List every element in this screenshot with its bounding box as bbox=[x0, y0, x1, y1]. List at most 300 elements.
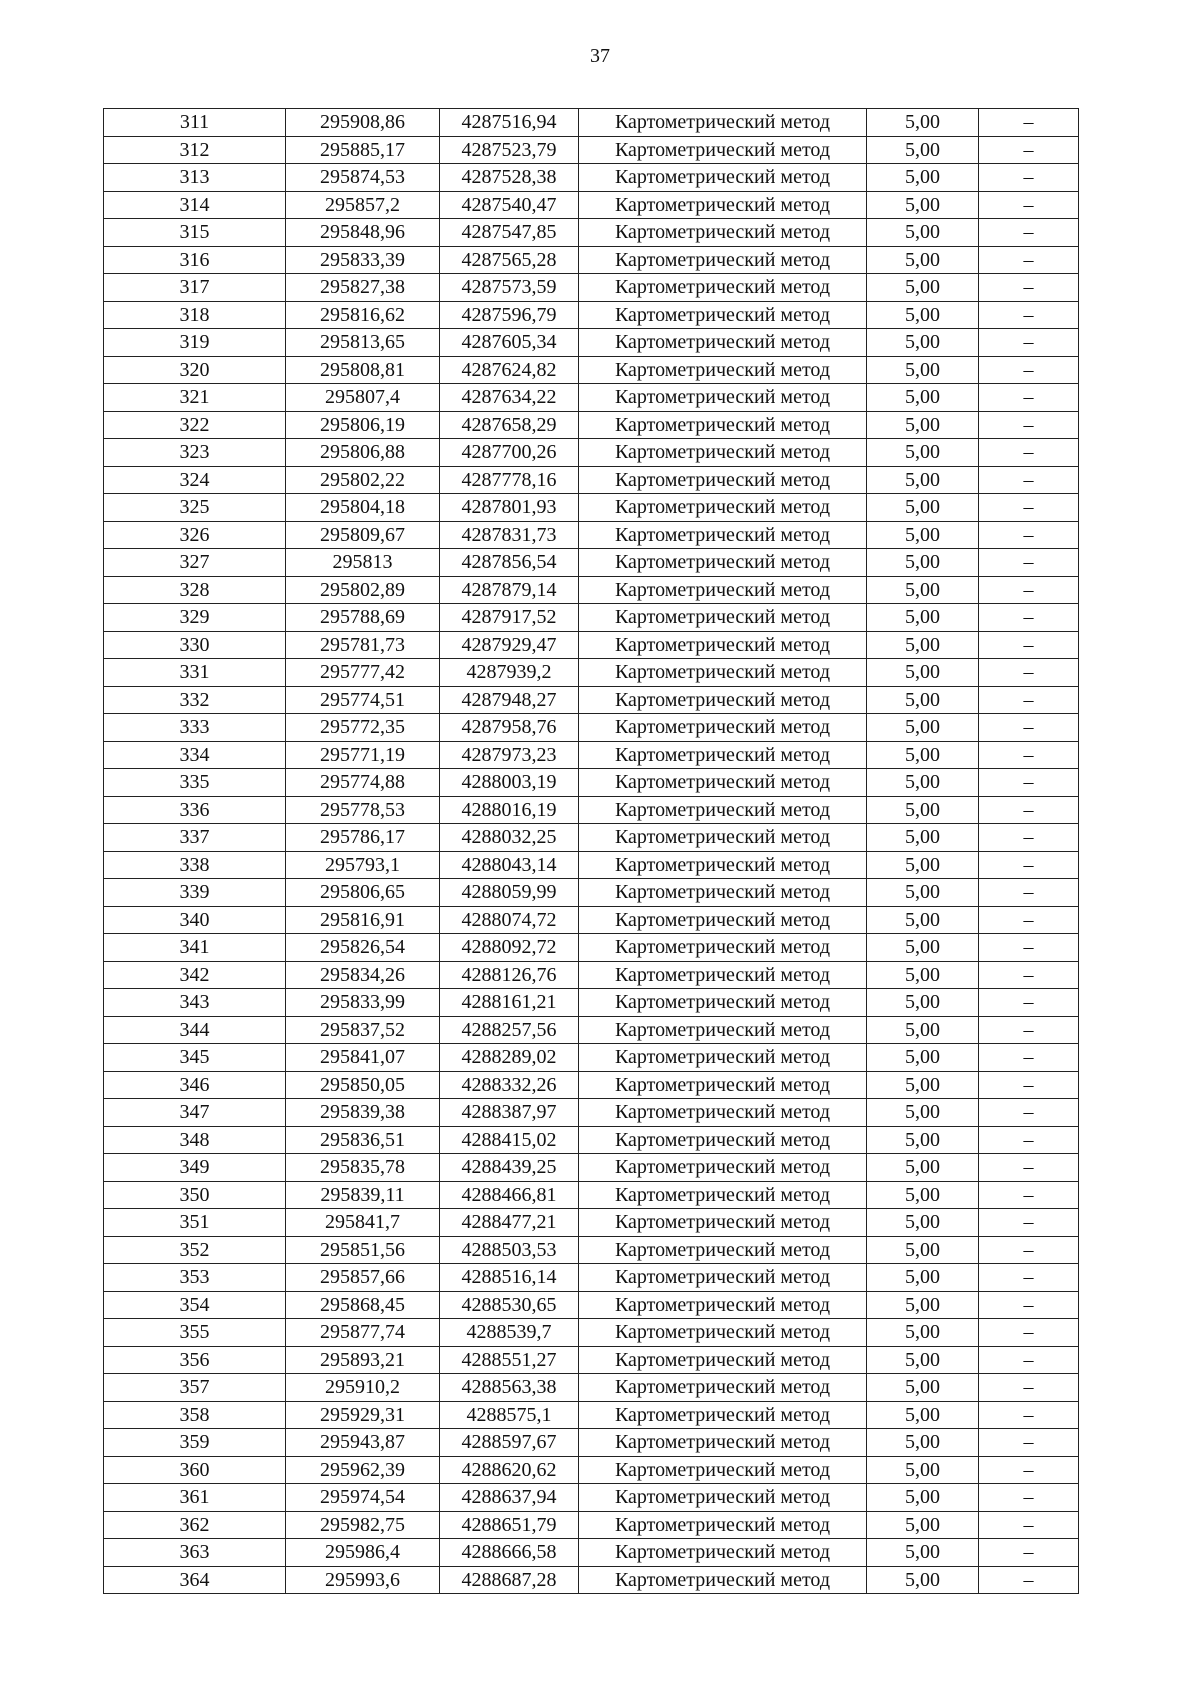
method-cell: Картометрический метод bbox=[579, 439, 867, 467]
x-coordinate-cell: 295806,19 bbox=[286, 411, 440, 439]
method-cell: Картометрический метод bbox=[579, 576, 867, 604]
table-row bbox=[104, 494, 1079, 522]
dash-cell: – bbox=[979, 384, 1079, 412]
table-row bbox=[104, 1566, 1079, 1594]
point-number-cell: 312 bbox=[104, 136, 286, 164]
table-row bbox=[104, 191, 1079, 219]
precision-cell: 5,00 bbox=[867, 851, 979, 879]
point-number-cell: 326 bbox=[104, 521, 286, 549]
x-coordinate-cell: 295986,4 bbox=[286, 1539, 440, 1567]
precision-cell: 5,00 bbox=[867, 1154, 979, 1182]
y-coordinate-cell: 4288161,21 bbox=[440, 989, 579, 1017]
table-row bbox=[104, 1374, 1079, 1402]
x-coordinate-cell: 295793,1 bbox=[286, 851, 440, 879]
dash-cell: – bbox=[979, 329, 1079, 357]
precision-cell: 5,00 bbox=[867, 1484, 979, 1512]
table-row bbox=[104, 1511, 1079, 1539]
dash-cell: – bbox=[979, 1539, 1079, 1567]
x-coordinate-cell: 295772,35 bbox=[286, 714, 440, 742]
point-number-cell: 359 bbox=[104, 1429, 286, 1457]
dash-cell: – bbox=[979, 1456, 1079, 1484]
precision-cell: 5,00 bbox=[867, 1071, 979, 1099]
point-number-cell: 345 bbox=[104, 1044, 286, 1072]
dash-cell: – bbox=[979, 136, 1079, 164]
method-cell: Картометрический метод bbox=[579, 301, 867, 329]
method-cell: Картометрический метод bbox=[579, 1539, 867, 1567]
precision-cell: 5,00 bbox=[867, 796, 979, 824]
precision-cell: 5,00 bbox=[867, 1181, 979, 1209]
precision-cell: 5,00 bbox=[867, 1044, 979, 1072]
table-row bbox=[104, 521, 1079, 549]
point-number-cell: 330 bbox=[104, 631, 286, 659]
precision-cell: 5,00 bbox=[867, 384, 979, 412]
method-cell: Картометрический метод bbox=[579, 1181, 867, 1209]
table-row bbox=[104, 989, 1079, 1017]
dash-cell: – bbox=[979, 1044, 1079, 1072]
point-number-cell: 364 bbox=[104, 1566, 286, 1594]
dash-cell: – bbox=[979, 824, 1079, 852]
dash-cell: – bbox=[979, 604, 1079, 632]
table-row bbox=[104, 906, 1079, 934]
precision-cell: 5,00 bbox=[867, 1374, 979, 1402]
point-number-cell: 338 bbox=[104, 851, 286, 879]
method-cell: Картометрический метод bbox=[579, 246, 867, 274]
y-coordinate-cell: 4287605,34 bbox=[440, 329, 579, 357]
y-coordinate-cell: 4287523,79 bbox=[440, 136, 579, 164]
y-coordinate-cell: 4287856,54 bbox=[440, 549, 579, 577]
point-number-cell: 360 bbox=[104, 1456, 286, 1484]
point-number-cell: 336 bbox=[104, 796, 286, 824]
precision-cell: 5,00 bbox=[867, 1209, 979, 1237]
precision-cell: 5,00 bbox=[867, 191, 979, 219]
y-coordinate-cell: 4288651,79 bbox=[440, 1511, 579, 1539]
method-cell: Картометрический метод bbox=[579, 1044, 867, 1072]
x-coordinate-cell: 295833,39 bbox=[286, 246, 440, 274]
table-row bbox=[104, 1071, 1079, 1099]
y-coordinate-cell: 4288043,14 bbox=[440, 851, 579, 879]
x-coordinate-cell: 295834,26 bbox=[286, 961, 440, 989]
x-coordinate-cell: 295804,18 bbox=[286, 494, 440, 522]
precision-cell: 5,00 bbox=[867, 356, 979, 384]
y-coordinate-cell: 4287879,14 bbox=[440, 576, 579, 604]
x-coordinate-cell: 295908,86 bbox=[286, 109, 440, 137]
point-number-cell: 343 bbox=[104, 989, 286, 1017]
dash-cell: – bbox=[979, 934, 1079, 962]
table-row bbox=[104, 1016, 1079, 1044]
dash-cell: – bbox=[979, 906, 1079, 934]
y-coordinate-cell: 4287624,82 bbox=[440, 356, 579, 384]
x-coordinate-cell: 295781,73 bbox=[286, 631, 440, 659]
x-coordinate-cell: 295993,6 bbox=[286, 1566, 440, 1594]
table-row bbox=[104, 356, 1079, 384]
precision-cell: 5,00 bbox=[867, 824, 979, 852]
table-row bbox=[104, 219, 1079, 247]
y-coordinate-cell: 4287778,16 bbox=[440, 466, 579, 494]
y-coordinate-cell: 4288466,81 bbox=[440, 1181, 579, 1209]
precision-cell: 5,00 bbox=[867, 1236, 979, 1264]
y-coordinate-cell: 4287516,94 bbox=[440, 109, 579, 137]
method-cell: Картометрический метод bbox=[579, 191, 867, 219]
table-row bbox=[104, 604, 1079, 632]
point-number-cell: 349 bbox=[104, 1154, 286, 1182]
precision-cell: 5,00 bbox=[867, 1346, 979, 1374]
precision-cell: 5,00 bbox=[867, 549, 979, 577]
y-coordinate-cell: 4288059,99 bbox=[440, 879, 579, 907]
method-cell: Картометрический метод bbox=[579, 1071, 867, 1099]
y-coordinate-cell: 4288074,72 bbox=[440, 906, 579, 934]
point-number-cell: 315 bbox=[104, 219, 286, 247]
y-coordinate-cell: 4288687,28 bbox=[440, 1566, 579, 1594]
y-coordinate-cell: 4288289,02 bbox=[440, 1044, 579, 1072]
table-row bbox=[104, 109, 1079, 137]
table-row bbox=[104, 466, 1079, 494]
table-row bbox=[104, 411, 1079, 439]
method-cell: Картометрический метод bbox=[579, 274, 867, 302]
point-number-cell: 331 bbox=[104, 659, 286, 687]
x-coordinate-cell: 295874,53 bbox=[286, 164, 440, 192]
point-number-cell: 334 bbox=[104, 741, 286, 769]
x-coordinate-cell: 295774,51 bbox=[286, 686, 440, 714]
dash-cell: – bbox=[979, 1071, 1079, 1099]
precision-cell: 5,00 bbox=[867, 934, 979, 962]
x-coordinate-cell: 295802,22 bbox=[286, 466, 440, 494]
method-cell: Картометрический метод bbox=[579, 604, 867, 632]
y-coordinate-cell: 4288516,14 bbox=[440, 1264, 579, 1292]
dash-cell: – bbox=[979, 686, 1079, 714]
dash-cell: – bbox=[979, 1264, 1079, 1292]
method-cell: Картометрический метод bbox=[579, 1429, 867, 1457]
x-coordinate-cell: 295835,78 bbox=[286, 1154, 440, 1182]
dash-cell: – bbox=[979, 879, 1079, 907]
y-coordinate-cell: 4288620,62 bbox=[440, 1456, 579, 1484]
precision-cell: 5,00 bbox=[867, 961, 979, 989]
y-coordinate-cell: 4288539,7 bbox=[440, 1319, 579, 1347]
dash-cell: – bbox=[979, 1429, 1079, 1457]
dash-cell: – bbox=[979, 466, 1079, 494]
dash-cell: – bbox=[979, 191, 1079, 219]
dash-cell: – bbox=[979, 1209, 1079, 1237]
x-coordinate-cell: 295839,11 bbox=[286, 1181, 440, 1209]
point-number-cell: 325 bbox=[104, 494, 286, 522]
y-coordinate-cell: 4287596,79 bbox=[440, 301, 579, 329]
y-coordinate-cell: 4288257,56 bbox=[440, 1016, 579, 1044]
x-coordinate-cell: 295827,38 bbox=[286, 274, 440, 302]
point-number-cell: 363 bbox=[104, 1539, 286, 1567]
table-row bbox=[104, 741, 1079, 769]
y-coordinate-cell: 4287917,52 bbox=[440, 604, 579, 632]
y-coordinate-cell: 4287565,28 bbox=[440, 246, 579, 274]
table-row bbox=[104, 934, 1079, 962]
table-row bbox=[104, 1456, 1079, 1484]
dash-cell: – bbox=[979, 411, 1079, 439]
precision-cell: 5,00 bbox=[867, 659, 979, 687]
method-cell: Картометрический метод bbox=[579, 796, 867, 824]
x-coordinate-cell: 295771,19 bbox=[286, 741, 440, 769]
precision-cell: 5,00 bbox=[867, 109, 979, 137]
dash-cell: – bbox=[979, 576, 1079, 604]
y-coordinate-cell: 4287634,22 bbox=[440, 384, 579, 412]
x-coordinate-cell: 295857,2 bbox=[286, 191, 440, 219]
dash-cell: – bbox=[979, 1401, 1079, 1429]
table-row bbox=[104, 879, 1079, 907]
y-coordinate-cell: 4287528,38 bbox=[440, 164, 579, 192]
point-number-cell: 328 bbox=[104, 576, 286, 604]
x-coordinate-cell: 295809,67 bbox=[286, 521, 440, 549]
precision-cell: 5,00 bbox=[867, 521, 979, 549]
method-cell: Картометрический метод bbox=[579, 1401, 867, 1429]
precision-cell: 5,00 bbox=[867, 439, 979, 467]
y-coordinate-cell: 4288530,65 bbox=[440, 1291, 579, 1319]
x-coordinate-cell: 295813 bbox=[286, 549, 440, 577]
precision-cell: 5,00 bbox=[867, 769, 979, 797]
method-cell: Картометрический метод bbox=[579, 1236, 867, 1264]
y-coordinate-cell: 4287540,47 bbox=[440, 191, 579, 219]
page-number: 37 bbox=[590, 45, 610, 67]
table-row bbox=[104, 1209, 1079, 1237]
precision-cell: 5,00 bbox=[867, 1126, 979, 1154]
point-number-cell: 361 bbox=[104, 1484, 286, 1512]
dash-cell: – bbox=[979, 741, 1079, 769]
x-coordinate-cell: 295778,53 bbox=[286, 796, 440, 824]
dash-cell: – bbox=[979, 246, 1079, 274]
method-cell: Картометрический метод bbox=[579, 1484, 867, 1512]
y-coordinate-cell: 4287547,85 bbox=[440, 219, 579, 247]
precision-cell: 5,00 bbox=[867, 1539, 979, 1567]
table-row bbox=[104, 1236, 1079, 1264]
method-cell: Картометрический метод bbox=[579, 824, 867, 852]
precision-cell: 5,00 bbox=[867, 466, 979, 494]
table-row bbox=[104, 549, 1079, 577]
x-coordinate-cell: 295826,54 bbox=[286, 934, 440, 962]
dash-cell: – bbox=[979, 659, 1079, 687]
method-cell: Картометрический метод bbox=[579, 906, 867, 934]
x-coordinate-cell: 295974,54 bbox=[286, 1484, 440, 1512]
method-cell: Картометрический метод bbox=[579, 136, 867, 164]
method-cell: Картометрический метод bbox=[579, 356, 867, 384]
table-body bbox=[104, 109, 1079, 1594]
precision-cell: 5,00 bbox=[867, 576, 979, 604]
precision-cell: 5,00 bbox=[867, 1456, 979, 1484]
precision-cell: 5,00 bbox=[867, 1291, 979, 1319]
y-coordinate-cell: 4287939,2 bbox=[440, 659, 579, 687]
point-number-cell: 340 bbox=[104, 906, 286, 934]
dash-cell: – bbox=[979, 769, 1079, 797]
y-coordinate-cell: 4288092,72 bbox=[440, 934, 579, 962]
y-coordinate-cell: 4288503,53 bbox=[440, 1236, 579, 1264]
dash-cell: – bbox=[979, 714, 1079, 742]
x-coordinate-cell: 295848,96 bbox=[286, 219, 440, 247]
table-row bbox=[104, 246, 1079, 274]
point-number-cell: 356 bbox=[104, 1346, 286, 1374]
y-coordinate-cell: 4287700,26 bbox=[440, 439, 579, 467]
dash-cell: – bbox=[979, 1374, 1079, 1402]
x-coordinate-cell: 295877,74 bbox=[286, 1319, 440, 1347]
precision-cell: 5,00 bbox=[867, 329, 979, 357]
precision-cell: 5,00 bbox=[867, 1319, 979, 1347]
y-coordinate-cell: 4288666,58 bbox=[440, 1539, 579, 1567]
y-coordinate-cell: 4287929,47 bbox=[440, 631, 579, 659]
precision-cell: 5,00 bbox=[867, 1099, 979, 1127]
dash-cell: – bbox=[979, 1154, 1079, 1182]
precision-cell: 5,00 bbox=[867, 246, 979, 274]
y-coordinate-cell: 4288126,76 bbox=[440, 961, 579, 989]
x-coordinate-cell: 295808,81 bbox=[286, 356, 440, 384]
method-cell: Картометрический метод bbox=[579, 521, 867, 549]
coordinates-table bbox=[103, 108, 1079, 1594]
table-row bbox=[104, 1291, 1079, 1319]
precision-cell: 5,00 bbox=[867, 1511, 979, 1539]
x-coordinate-cell: 295841,7 bbox=[286, 1209, 440, 1237]
dash-cell: – bbox=[979, 274, 1079, 302]
x-coordinate-cell: 295893,21 bbox=[286, 1346, 440, 1374]
point-number-cell: 327 bbox=[104, 549, 286, 577]
y-coordinate-cell: 4288387,97 bbox=[440, 1099, 579, 1127]
table-row bbox=[104, 1346, 1079, 1374]
table-row bbox=[104, 439, 1079, 467]
y-coordinate-cell: 4287801,93 bbox=[440, 494, 579, 522]
method-cell: Картометрический метод bbox=[579, 1566, 867, 1594]
dash-cell: – bbox=[979, 219, 1079, 247]
method-cell: Картометрический метод bbox=[579, 631, 867, 659]
table-row bbox=[104, 714, 1079, 742]
x-coordinate-cell: 295786,17 bbox=[286, 824, 440, 852]
point-number-cell: 316 bbox=[104, 246, 286, 274]
x-coordinate-cell: 295774,88 bbox=[286, 769, 440, 797]
point-number-cell: 314 bbox=[104, 191, 286, 219]
method-cell: Картометрический метод bbox=[579, 1126, 867, 1154]
table-row bbox=[104, 686, 1079, 714]
x-coordinate-cell: 295777,42 bbox=[286, 659, 440, 687]
point-number-cell: 341 bbox=[104, 934, 286, 962]
x-coordinate-cell: 295816,91 bbox=[286, 906, 440, 934]
precision-cell: 5,00 bbox=[867, 1566, 979, 1594]
table-row bbox=[104, 796, 1079, 824]
point-number-cell: 357 bbox=[104, 1374, 286, 1402]
method-cell: Картометрический метод bbox=[579, 384, 867, 412]
method-cell: Картометрический метод bbox=[579, 1456, 867, 1484]
table-row bbox=[104, 851, 1079, 879]
x-coordinate-cell: 295816,62 bbox=[286, 301, 440, 329]
method-cell: Картометрический метод bbox=[579, 659, 867, 687]
method-cell: Картометрический метод bbox=[579, 329, 867, 357]
dash-cell: – bbox=[979, 1511, 1079, 1539]
table-row bbox=[104, 824, 1079, 852]
method-cell: Картометрический метод bbox=[579, 1099, 867, 1127]
table-row bbox=[104, 384, 1079, 412]
precision-cell: 5,00 bbox=[867, 1016, 979, 1044]
dash-cell: – bbox=[979, 1099, 1079, 1127]
table-row bbox=[104, 961, 1079, 989]
method-cell: Картометрический метод bbox=[579, 879, 867, 907]
table-row bbox=[104, 659, 1079, 687]
point-number-cell: 342 bbox=[104, 961, 286, 989]
method-cell: Картометрический метод bbox=[579, 1374, 867, 1402]
y-coordinate-cell: 4287958,76 bbox=[440, 714, 579, 742]
method-cell: Картометрический метод bbox=[579, 769, 867, 797]
method-cell: Картометрический метод bbox=[579, 934, 867, 962]
x-coordinate-cell: 295813,65 bbox=[286, 329, 440, 357]
table-row bbox=[104, 1539, 1079, 1567]
precision-cell: 5,00 bbox=[867, 219, 979, 247]
point-number-cell: 358 bbox=[104, 1401, 286, 1429]
method-cell: Картометрический метод bbox=[579, 1154, 867, 1182]
point-number-cell: 329 bbox=[104, 604, 286, 632]
point-number-cell: 350 bbox=[104, 1181, 286, 1209]
dash-cell: – bbox=[979, 1126, 1079, 1154]
dash-cell: – bbox=[979, 1016, 1079, 1044]
table-row bbox=[104, 1044, 1079, 1072]
point-number-cell: 311 bbox=[104, 109, 286, 137]
dash-cell: – bbox=[979, 796, 1079, 824]
x-coordinate-cell: 295929,31 bbox=[286, 1401, 440, 1429]
x-coordinate-cell: 295836,51 bbox=[286, 1126, 440, 1154]
method-cell: Картометрический метод bbox=[579, 1511, 867, 1539]
x-coordinate-cell: 295982,75 bbox=[286, 1511, 440, 1539]
table-row bbox=[104, 631, 1079, 659]
point-number-cell: 354 bbox=[104, 1291, 286, 1319]
dash-cell: – bbox=[979, 301, 1079, 329]
table-row bbox=[104, 576, 1079, 604]
table-row bbox=[104, 1429, 1079, 1457]
point-number-cell: 320 bbox=[104, 356, 286, 384]
precision-cell: 5,00 bbox=[867, 989, 979, 1017]
table-row bbox=[104, 1154, 1079, 1182]
dash-cell: – bbox=[979, 1484, 1079, 1512]
method-cell: Картометрический метод bbox=[579, 164, 867, 192]
method-cell: Картометрический метод bbox=[579, 989, 867, 1017]
y-coordinate-cell: 4288551,27 bbox=[440, 1346, 579, 1374]
dash-cell: – bbox=[979, 1181, 1079, 1209]
table-row bbox=[104, 1099, 1079, 1127]
point-number-cell: 353 bbox=[104, 1264, 286, 1292]
point-number-cell: 351 bbox=[104, 1209, 286, 1237]
y-coordinate-cell: 4287573,59 bbox=[440, 274, 579, 302]
dash-cell: – bbox=[979, 356, 1079, 384]
dash-cell: – bbox=[979, 494, 1079, 522]
y-coordinate-cell: 4287973,23 bbox=[440, 741, 579, 769]
precision-cell: 5,00 bbox=[867, 741, 979, 769]
y-coordinate-cell: 4288477,21 bbox=[440, 1209, 579, 1237]
point-number-cell: 332 bbox=[104, 686, 286, 714]
table-row bbox=[104, 1319, 1079, 1347]
table-row bbox=[104, 1264, 1079, 1292]
y-coordinate-cell: 4288637,94 bbox=[440, 1484, 579, 1512]
y-coordinate-cell: 4288575,1 bbox=[440, 1401, 579, 1429]
precision-cell: 5,00 bbox=[867, 494, 979, 522]
table-row bbox=[104, 136, 1079, 164]
x-coordinate-cell: 295850,05 bbox=[286, 1071, 440, 1099]
x-coordinate-cell: 295841,07 bbox=[286, 1044, 440, 1072]
dash-cell: – bbox=[979, 549, 1079, 577]
precision-cell: 5,00 bbox=[867, 906, 979, 934]
precision-cell: 5,00 bbox=[867, 411, 979, 439]
precision-cell: 5,00 bbox=[867, 879, 979, 907]
x-coordinate-cell: 295868,45 bbox=[286, 1291, 440, 1319]
precision-cell: 5,00 bbox=[867, 1401, 979, 1429]
dash-cell: – bbox=[979, 521, 1079, 549]
y-coordinate-cell: 4288415,02 bbox=[440, 1126, 579, 1154]
y-coordinate-cell: 4288003,19 bbox=[440, 769, 579, 797]
precision-cell: 5,00 bbox=[867, 164, 979, 192]
point-number-cell: 319 bbox=[104, 329, 286, 357]
dash-cell: – bbox=[979, 989, 1079, 1017]
x-coordinate-cell: 295857,66 bbox=[286, 1264, 440, 1292]
point-number-cell: 355 bbox=[104, 1319, 286, 1347]
x-coordinate-cell: 295802,89 bbox=[286, 576, 440, 604]
x-coordinate-cell: 295910,2 bbox=[286, 1374, 440, 1402]
point-number-cell: 317 bbox=[104, 274, 286, 302]
x-coordinate-cell: 295807,4 bbox=[286, 384, 440, 412]
